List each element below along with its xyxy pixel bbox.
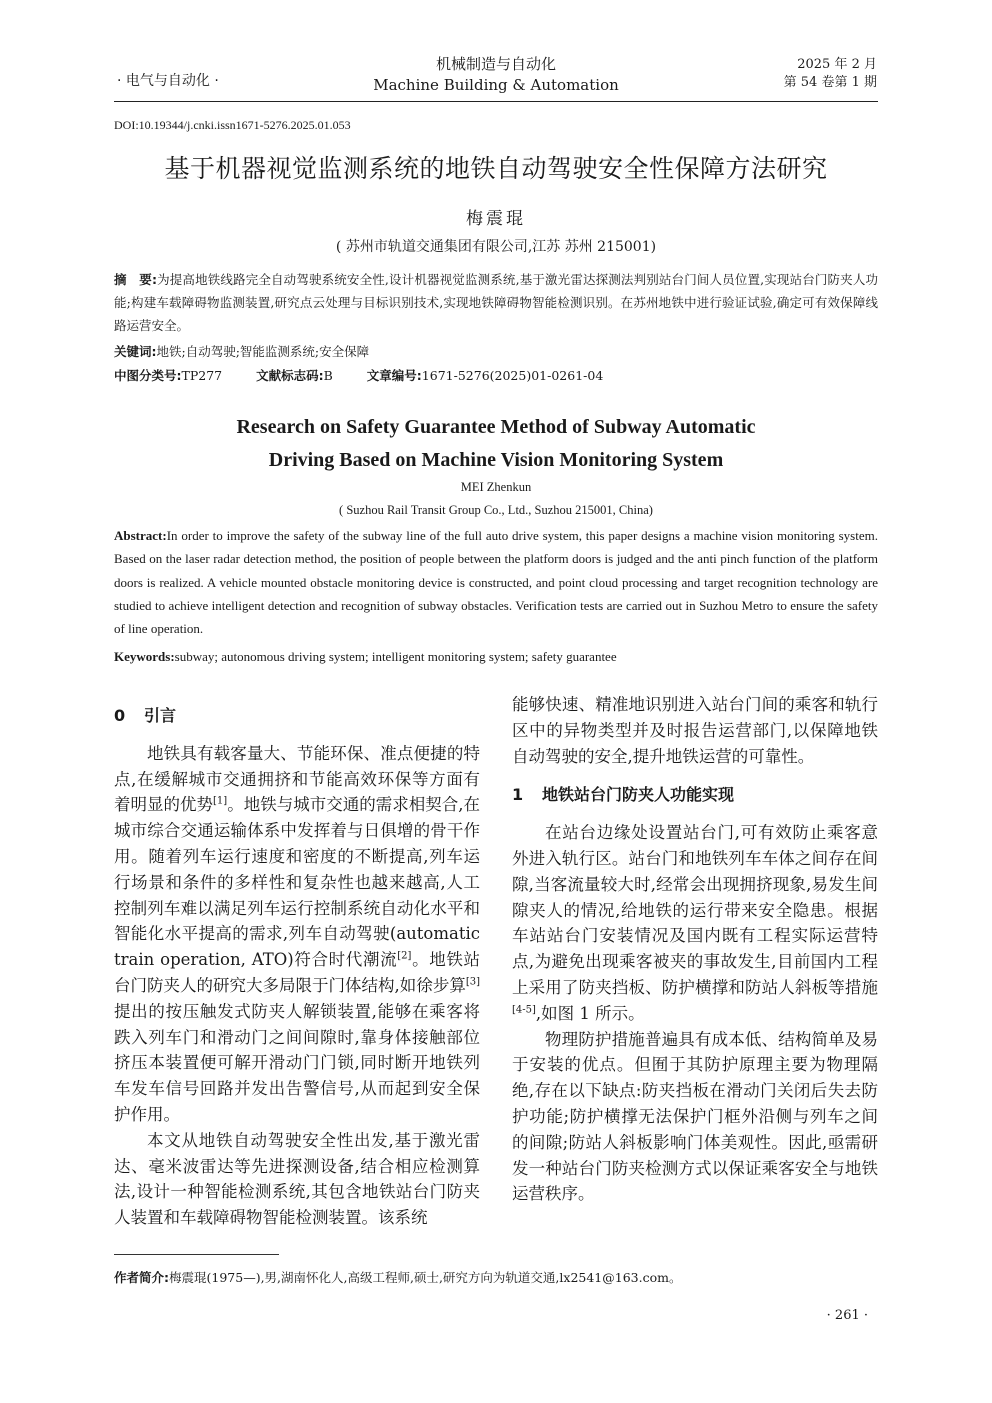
footnote-text: 梅震琨(1975—),男,湖南怀化人,高级工程师,硕士,研究方向为轨道交通,lx2541@163.com。 [169,1270,682,1285]
abstract-cn [114,268,878,337]
keywords-en-text: subway; autonomous driving system; intelligent monitoring system; safety guarantee [174,649,617,664]
issue-info [784,56,877,92]
article-number-value: 1671-5276(2025)01-0261-04 [421,368,604,383]
affiliation-en: ( Suzhou Rail Transit Group Co., Ltd., Suzhou 215001, China) [339,503,653,517]
doc-code-value: B [323,368,333,383]
keywords-cn [114,340,878,363]
abstract-en [114,524,878,640]
keywords-en [114,645,878,668]
section-title: 地铁站台门防夹人功能实现 [542,785,735,805]
paragraph [512,820,878,1026]
paragraph-text: 提出的按压触发式防夹人解锁装置,能够在乘客将跌入列车门和滑动门之间间隙时,靠身体接触部位挤压本装置便可解开滑动门门锁,同时断开地铁列车发车信号回路并发出告警信号,从而起到安全保护作用。 [114,1001,480,1124]
issue-date: 2025 年 2 月 [797,57,877,72]
paper-title-en [100,411,892,477]
paragraph: 本文从地铁自动驾驶安全性出发,基于激光雷达、毫米波雷达等先进探测设备,结合相应检测算法,设计一种智能检测系统,其包含地铁站台门防夹人装置和车载障碍物智能检测装置。该系统 [114,1130,480,1228]
affiliation-cn: ( 苏州市轨道交通集团有限公司,江苏 苏州 215001) [335,239,657,255]
section-number: 0 [114,706,126,725]
header-divider [114,101,878,102]
section-title: 引言 [144,706,177,725]
paragraph: 物理防护措施普遍具有成本低、结构简单及易于安装的优点。但囿于其防护原理主要为物理隔绝,存在以下缺点:防夹挡板在滑动门关闭后失去防护功能;防护横撑无法保护门框外沿侧与列车之间的间隙;防站人斜板影响门体美观性。因此,亟需研发一种站台门防夹检测方式以保证乘客安全与地铁运营秩序。 [512,1029,878,1204]
paper-title-en-line2: Driving Based on Machine Vision Monitoring System [268,449,724,471]
issue-volume: 第 54 卷第 1 期 [783,75,877,90]
footnote-divider [114,1254,279,1255]
paragraph-text: 地铁具有载客量大、节能环保、准点便捷的特点,在缓解城市交通拥挤和节能高效环保等方面有着明显的优势 [114,743,480,815]
paragraph-continued: 能够快速、精准地识别进入站台门间的乘客和轨行区中的异物类型并及时报告运营部门,以保障地铁自动驾驶的安全,提升地铁运营的可靠性。 [512,695,878,766]
page-number: · 261 · [826,1308,868,1323]
section-number: 1 [512,785,524,805]
doi: DOI:10.19344/j.cnki.issn1671-5276.2025.01.053 [114,118,351,132]
author-en: MEI Zhenkun [460,480,532,494]
section-heading-1 [512,782,878,808]
abstract-cn-text: 为提高地铁线路完全自动驾驶系统安全性,设计机器视觉监测系统,基于激光雷达探测法判别站台门间人员位置,实现站台门防夹人功能;构建车载障碍物监测装置,研究点云处理与目标识别技术,实现地铁障碍物智能检测识别。在苏州地铁中进行验证试验,确定可有效保障线路运营安全。 [114,272,878,333]
citation: [4-5] [512,1004,536,1016]
paper-title-en-line1: Research on Safety Guarantee Method of Subway Automatic [236,416,756,438]
classification-line [114,364,878,387]
body-column-right [512,692,878,1207]
paragraph-text: 。地铁与城市交通的需求相契合,在城市综合交通运输体系中发挥着与日俱增的骨干作用。随着列车运行速度和密度的不断提高,列车运行场景和条件的多样性和复杂性也越来越高,人工控制列车难以满足列车运行控制系统自动化水平和智能化水平提高的需求,列车自动驾驶(automatic train operation, ATO)符合时代潮流 [114,795,481,970]
keywords-cn-label: 关键词: [114,344,157,359]
abstract-en-text: In order to improve the safety of the subway line of the full auto drive system, this paper designs a machine vision monitoring system. Based on the laser radar detection method, the position of people between the platform doors is judged and the anti pinch function of the platform doors is realized. A vehicle mounted obstacle monitoring device is constructed, and point cloud processing and target recognition technology are studied to achieve intelligent detection and recognition of subway obstacles. Verification tests are carried out in Suzhou Metro to ensure the safety of line operation. [114,528,878,637]
keywords-cn-text: 地铁;自动驾驶;智能监测系统;安全保障 [156,344,370,359]
body-column-left [114,693,480,1231]
section-heading-0 [114,703,480,729]
journal-name-en: Machine Building & Automation [373,76,619,94]
abstract-en-label: Abstract: [114,528,167,543]
abstract-cn-label: 摘 要: [114,272,157,287]
keywords-en-label: Keywords: [114,649,175,664]
paper-title-cn: 基于机器视觉监测系统的地铁自动驾驶安全性保障方法研究 [164,154,828,183]
author-footnote [114,1268,681,1286]
paragraph-text: 。地铁站台门防夹人的研究大多局限于门体结构,如徐步算 [114,950,481,995]
doc-code-label: 文献标志码: [256,368,324,383]
citation: [3] [465,976,480,988]
paragraph [114,741,480,1128]
article-number-label: 文章编号: [366,368,422,383]
paragraph-text: 在站台边缘处设置站台门,可有效防止乘客意外进入轨行区。站台门和地铁列车车体之间存在间隙,当客流量较大时,经常会出现拥挤现象,易发生间隙夹人的情况,给地铁的运行带来安全隐患。根据车站站台门安装情况及国内既有工程实际运营特点,为避免出现乘客被夹的事故发生,目前国内工程上采用了防夹挡板、防护横撑和防站人斜板等措施 [512,823,878,997]
journal-name [330,54,662,96]
author-cn: 梅震琨 [466,209,526,229]
clc-value: TP277 [181,368,223,383]
clc-label: 中图分类号: [114,368,182,383]
citation: [1] [213,795,228,807]
journal-section-label: · 电气与自动化 · [117,73,219,89]
paragraph-text: ,如图 1 所示。 [535,1003,645,1023]
citation: [2] [397,950,412,962]
footnote-label: 作者简介: [114,1270,169,1285]
journal-name-cn: 机械制造与自动化 [435,55,556,73]
